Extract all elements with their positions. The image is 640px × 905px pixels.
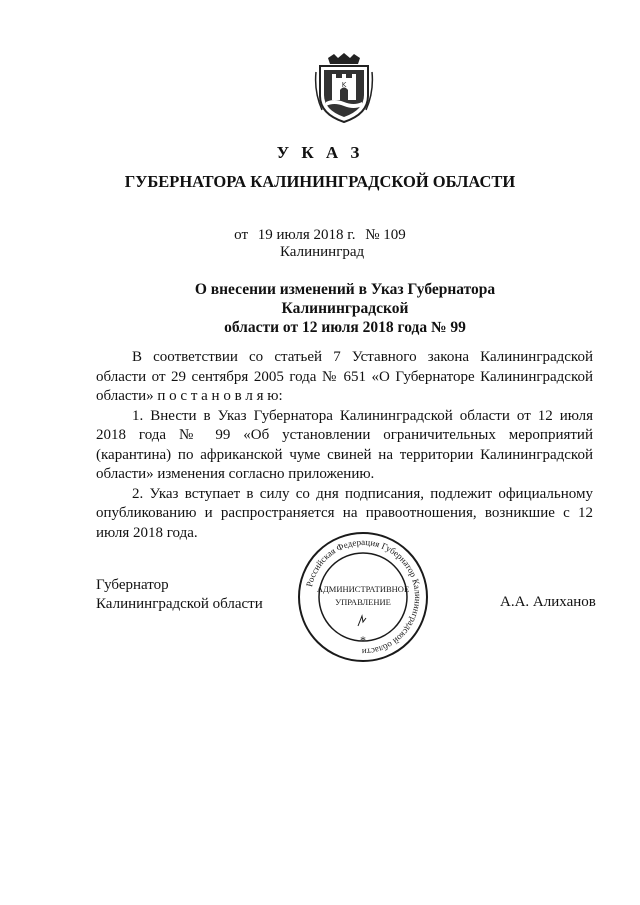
- subject-line-2: области от 12 июля 2018 года № 99: [224, 319, 466, 336]
- body-paragraph-item-2: 2. Указ вступает в силу со дня подписания, подлежит официальному опубликованию и распространяется на правоотношения, возникшие с 12 июля 2018 года.: [96, 485, 593, 541]
- signature-mark: [358, 616, 366, 626]
- seal-ring-text: Российская Федерация Губернатор Калининградской области: [304, 536, 424, 658]
- document-type-heading: У К А З: [276, 143, 364, 162]
- seal-star: *: [360, 633, 366, 647]
- body-paragraph-preamble: В соответствии со статьей 7 Уставного закона Калининградской области от 29 сентября 2005 года № 651 «О Губернаторе Калининградской области» п о с т а н о в л я ю:: [96, 349, 593, 404]
- svg-text:K: K: [341, 81, 347, 89]
- seal-inner-line-2: УПРАВЛЕНИЕ: [335, 597, 391, 607]
- official-seal: [296, 530, 430, 664]
- signatory-title-line-1: Губернатор: [96, 577, 169, 593]
- decree-number: № 109: [365, 227, 406, 243]
- signatory-title-line-2: Калининградской области: [96, 596, 263, 612]
- decree-body: [96, 348, 593, 543]
- signatory-title: [96, 576, 263, 614]
- city-name: Калининград: [280, 244, 365, 260]
- date-value: 19 июля 2018 г.: [257, 227, 356, 243]
- date-prefix: от: [234, 227, 249, 243]
- seal-inner-line-1: АДМИНИСТРАТИВНОЕ: [316, 584, 410, 594]
- body-paragraph-item-1: 1. Внести в Указ Губернатора Калининградской области от 12 июля 2018 года № 99 «Об установлении ограничительных мероприятий (карантина) по африканской чуме свиней на территории Калининградской области» изменения согласно приложению.: [96, 407, 593, 482]
- coat-of-arms-icon: [314, 52, 374, 124]
- issuer-heading: ГУБЕРНАТОРА КАЛИНИНГРАДСКОЙ ОБЛАСТИ: [124, 172, 516, 191]
- date-number-line: [0, 227, 640, 244]
- signatory-name: А.А. Алиханов: [500, 594, 596, 610]
- decree-subject: [130, 280, 560, 337]
- subject-line-1: О внесении изменений в Указ Губернатора Калининградской: [194, 281, 496, 317]
